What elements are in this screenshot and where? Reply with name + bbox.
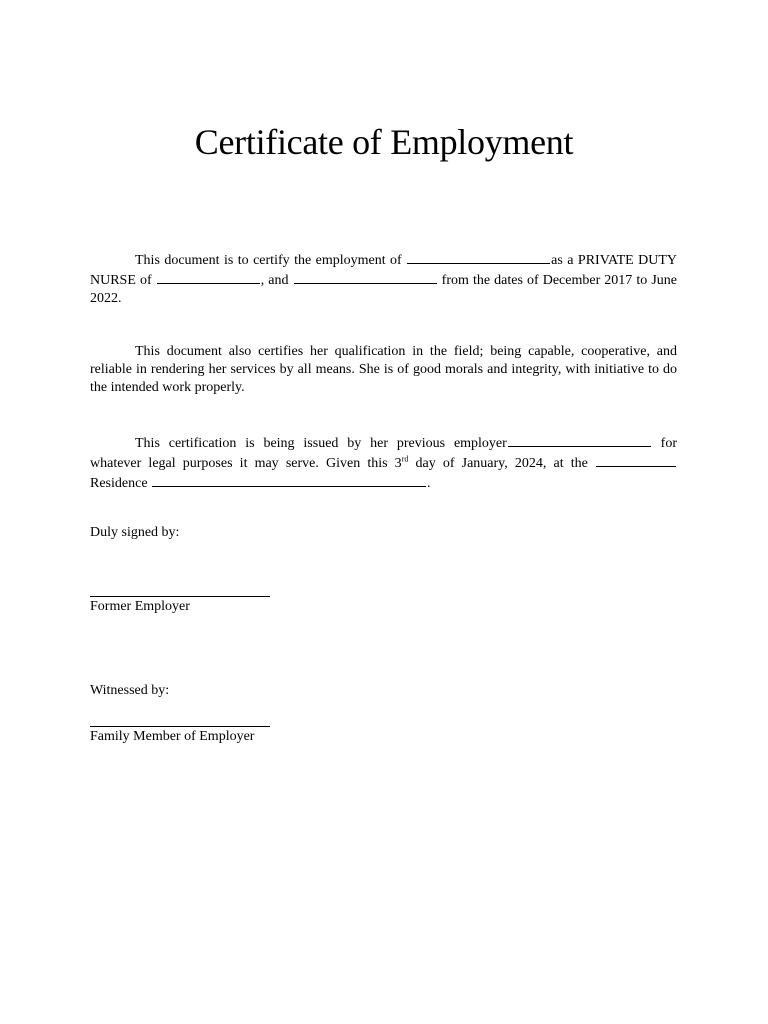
qualification-paragraph: This document also certifies her qualification in the field; being capable, cooperative, and reliable in rendering her services by all means. She is of good morals and integrity, with initiative to do the intended work properly. <box>90 344 677 395</box>
employee-name-blank <box>407 250 550 264</box>
issuance-text-1: This certification is being issued by her previous employer <box>135 436 507 451</box>
issuance-text-4: Residence <box>90 476 152 491</box>
witnessed-by-label: Witnessed by: <box>90 683 170 698</box>
issuance-text-3: day of January, 2024, at the <box>408 456 595 471</box>
document-title: Certificate of Employment <box>194 122 574 162</box>
issuance-text-5: . <box>427 476 431 491</box>
employer-name-blank <box>157 270 260 284</box>
residence-blank <box>152 473 426 487</box>
family-member-label: Family Member of Employer <box>90 729 255 744</box>
employment-text-1: This document is to certify the employment of <box>135 253 407 268</box>
location-blank <box>596 453 676 467</box>
second-employer-name-blank <box>294 270 437 284</box>
issuance-paragraph <box>90 433 677 493</box>
employment-text-4: from the dates of December 2017 to June 2022. <box>90 273 678 306</box>
former-employer-label: Former Employer <box>90 599 190 614</box>
employment-text-2: as a PRIVATE DUTY NURSE of <box>90 253 677 288</box>
duly-signed-label: Duly signed by: <box>90 525 180 540</box>
employer-signature-line <box>90 596 270 597</box>
witness-signature-line <box>90 726 270 727</box>
previous-employer-blank <box>508 433 651 447</box>
employment-text-3: , and <box>260 273 293 288</box>
ordinal-suffix: rd <box>401 454 409 464</box>
employment-paragraph <box>90 250 677 308</box>
issuance-text-2: for whatever legal purposes it may serve. Given this 3 <box>90 436 677 471</box>
